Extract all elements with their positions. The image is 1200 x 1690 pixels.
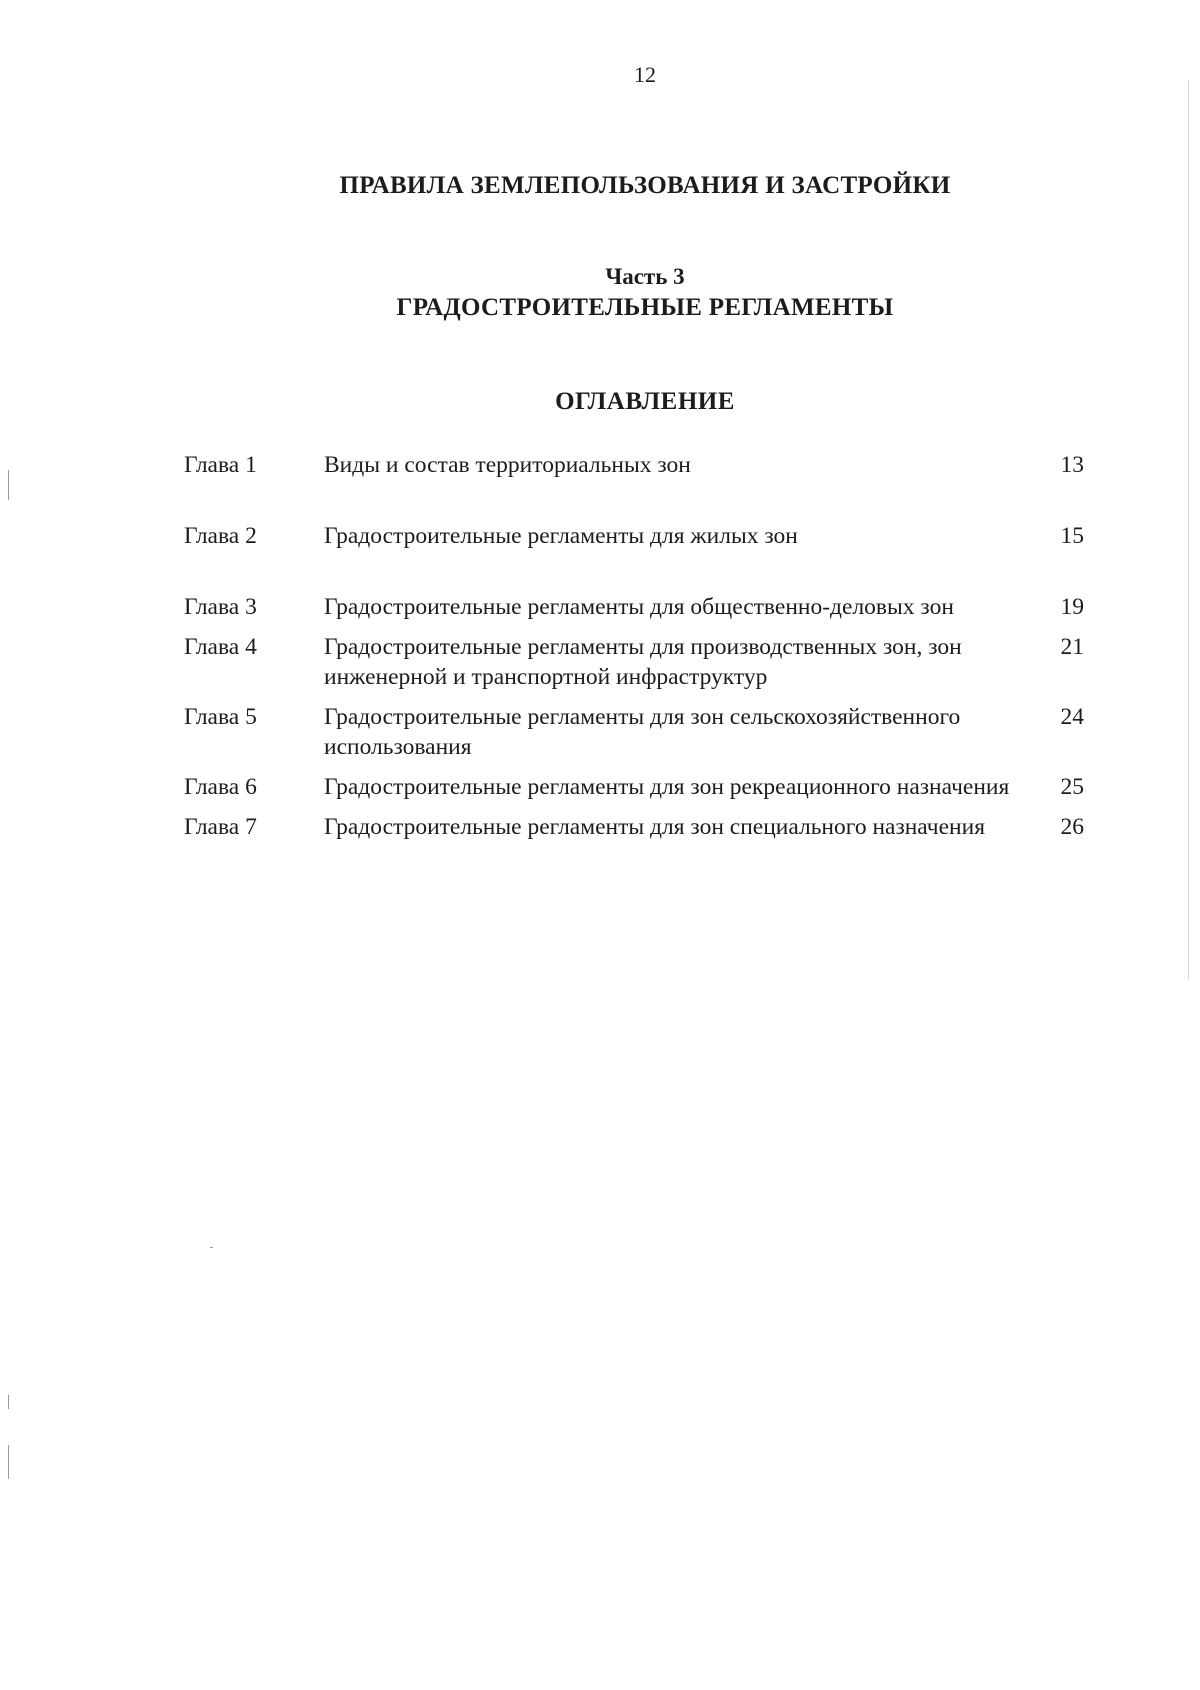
toc-entry-1 <box>184 450 1084 480</box>
toc-entry-4 <box>184 632 1084 692</box>
toc-chapter-label: Глава 2 <box>184 523 257 549</box>
toc-chapter-label: Глава 1 <box>184 452 257 478</box>
toc-entry-7 <box>184 812 1084 842</box>
toc-entry-text: Градостроительные регламенты для производственных зон, зон инженерной и транспортной инфраструктур <box>324 634 962 690</box>
document-title: ПРАВИЛА ЗЕМЛЕПОЛЬЗОВАНИЯ И ЗАСТРОЙКИ <box>339 172 951 199</box>
part-title: ГРАДОСТРОИТЕЛЬНЫЕ РЕГЛАМЕНТЫ <box>396 294 894 321</box>
toc-page-number: 25 <box>1060 774 1084 800</box>
toc-heading: ОГЛАВЛЕНИЕ <box>555 388 735 415</box>
toc-chapter-label: Глава 3 <box>184 594 257 620</box>
toc-page-number: 13 <box>1060 452 1084 478</box>
toc-page-number: 19 <box>1060 594 1084 620</box>
toc-page-number: 26 <box>1060 814 1084 840</box>
toc-entry-text: Градостроительные регламенты для общественно-деловых зон <box>324 594 954 620</box>
toc-entry-text: Градостроительные регламенты для зон сельскохозяйственного использования <box>324 704 961 760</box>
toc-entry-5 <box>184 702 1084 762</box>
toc-entry-3 <box>184 592 1084 622</box>
scan-artifact <box>1188 80 1189 980</box>
scan-artifact <box>210 1247 213 1248</box>
toc-entry-text: Градостроительные регламенты для жилых зон <box>324 523 798 549</box>
toc-page-number: 24 <box>1060 704 1084 730</box>
toc-entry-text: Виды и состав территориальных зон <box>324 452 691 478</box>
scan-artifact <box>8 1395 9 1409</box>
toc-chapter-label: Глава 7 <box>184 814 257 840</box>
toc-chapter-label: Глава 6 <box>184 774 257 800</box>
toc-page-number: 21 <box>1060 634 1084 660</box>
table-of-contents <box>184 450 1084 840</box>
toc-chapter-label: Глава 5 <box>184 704 257 730</box>
toc-chapter-label: Глава 4 <box>184 634 257 660</box>
toc-entry-text: Градостроительные регламенты для зон рекреационного назначения <box>324 774 1010 800</box>
toc-page-number: 15 <box>1060 523 1084 549</box>
toc-entry-6 <box>184 772 1084 802</box>
toc-entry-text: Градостроительные регламенты для зон специального назначения <box>324 814 986 840</box>
scan-artifact <box>8 470 9 500</box>
scan-artifact <box>8 1445 9 1479</box>
toc-entry-2 <box>184 521 1084 551</box>
part-label: Часть 3 <box>605 264 685 289</box>
page-number: 12 <box>634 62 656 87</box>
